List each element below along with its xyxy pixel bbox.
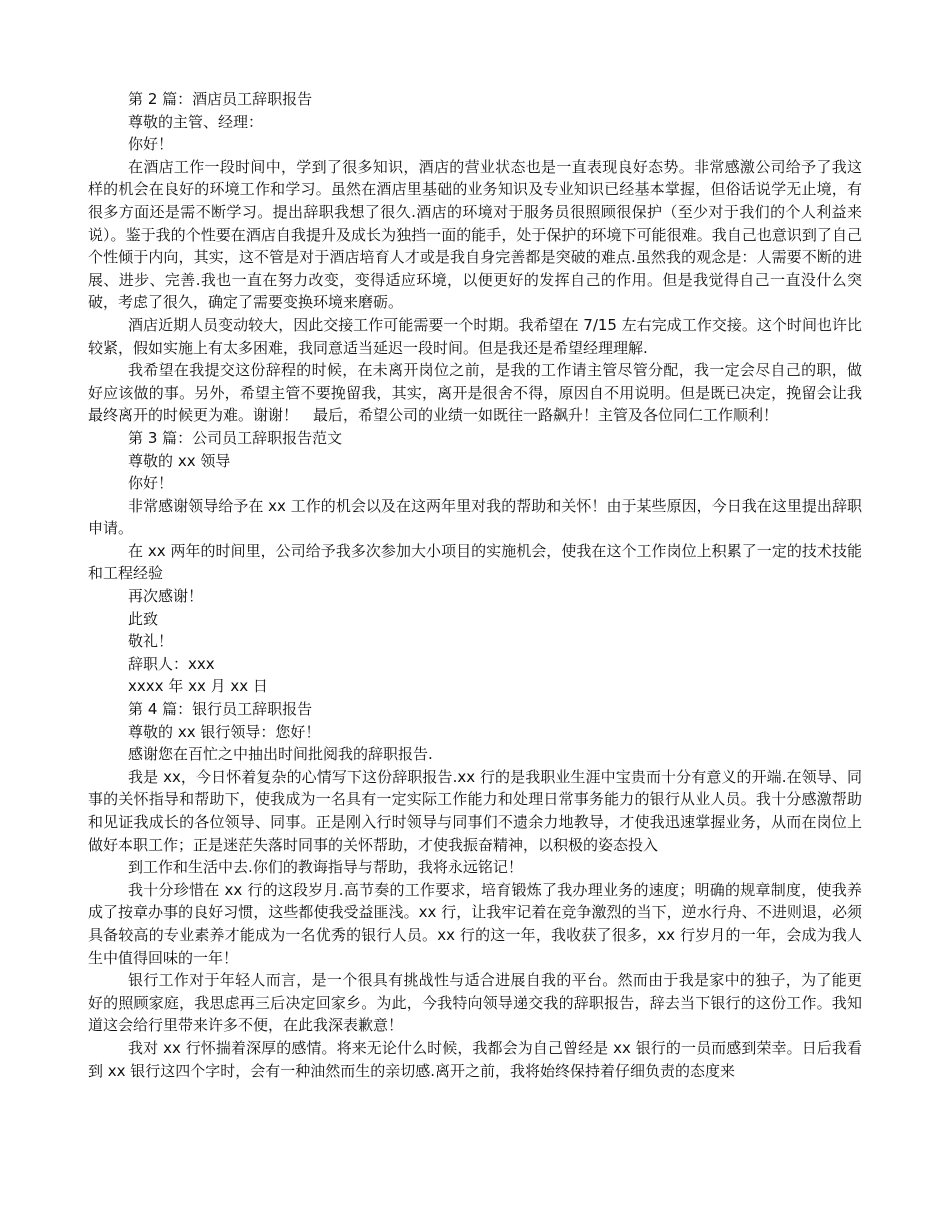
greeting: 你好！	[128, 474, 174, 493]
body-paragraph: 酒店近期人员变动较大，因此交接工作可能需要一个时期。我希望在 7/15 左右完成工作交接。这个时间也许比较紧，假如实施上有太多困难，我同意适当延迟一段时间。但是我还是希望经理理解.	[88, 315, 862, 357]
body-paragraph: 非常感谢领导给予在 xx 工作的机会以及在这两年里对我的帮助和关怀！由于某些原因，今日我在这里提出辞职申请。	[88, 496, 862, 538]
body-paragraph: 感谢您在百忙之中抽出时间批阅我的辞职报告.	[128, 745, 433, 764]
document-body	[88, 88, 862, 1082]
body-paragraph: 我对 xx 行怀揣着深厚的感情。将来无论什么时候，我都会为自己曾经是 xx 银行的一员而感到荣幸。日后我看到 xx 银行这四个字时，会有一种油然而生的亲切感.离开之前，我将始终保持着仔细负责的态度来	[88, 1038, 862, 1080]
salutation: 尊敬的 xx 银行领导：您好！	[128, 722, 321, 741]
date-line: xxxx 年 xx 月 xx 日	[128, 677, 268, 696]
body-paragraph: 银行工作对于年轻人而言，是一个很具有挑战性与适合进展自我的平台。然而由于我是家中的独子，为了能更好的照顾家庭，我思虑再三后决定回家乡。为此，今我特向领导递交我的辞职报告，辞去当下银行的这份工作。我知道这会给行里带来许多不便，在此我深表歉意！	[88, 971, 862, 1035]
body-paragraph: 我十分珍惜在 xx 行的这段岁月.高节奏的工作要求，培育锻炼了我办理业务的速度；明确的规章制度，使我养成了按章办事的良好习惯，这些都使我受益匪浅。xx 行，让我牢记着在竞争激烈的当下，逆水行舟、不进则退，必须具备较高的专业素养才能成为一名优秀的银行人员。xx 行的这一年，我收获了很多，xx 行岁月的一年，会成为我人生中值得回味的一年！	[88, 880, 862, 967]
salutation: 尊敬的 xx 领导	[128, 451, 231, 470]
section-heading: 第 2 篇：酒店员工辞职报告	[128, 90, 313, 108]
signature-line: 辞职人：xxx	[128, 654, 215, 673]
body-paragraph: 我是 xx，今日怀着复杂的心情写下这份辞职报告.xx 行的是我职业生涯中宝贵而十分有意义的开端.在领导、同事的关怀指导和帮助下，使我成为一名具有一定实际工作能力和处理日常事务能力的银行从业人员。我十分感激帮助和见证我成长的各位领导、同事。正是刚入行时领导与同事们不遗余力地教导，才使我迅速掌握业务，从而在岗位上做好本职工作；正是迷茫失落时同事的关怀帮助，才使我振奋精神，以积极的姿态投入	[88, 767, 862, 854]
body-paragraph: 在酒店工作一段时间中，学到了很多知识，酒店的营业状态也是一直表现良好态势。非常感激公司给予了我这样的机会在良好的环境工作和学习。虽然在酒店里基础的业务知识及专业知识已经基本掌握，但俗话说学无止境，有很多方面还是需不断学习。提出辞职我想了很久.酒店的环境对于服务员很照顾很保护（至少对于我们的个人利益来说）。鉴于我的个性要在酒店自我提升及成长为独挡一面的能手，处于保护的环境下可能很难。我自己也意识到了自己个性倾于内向，其实，这不管是对于酒店培育人才或是我自身完善都是突破的难点.虽然我的观念是：人需要不断的进展、进步、完善.我也一直在努力改变，变得适应环境，以便更好的发挥自己的作用。但是我觉得自己一直没什么突破，考虑了很久，确定了需要变换环境来磨砺。	[88, 157, 862, 312]
section-heading: 第 4 篇：银行员工辞职报告	[128, 700, 313, 719]
body-paragraph: 到工作和生活中去.你们的教诲指导与帮助，我将永远铭记！	[128, 858, 523, 877]
salutation: 尊敬的主管、经理：	[128, 112, 264, 131]
closing-line: 敬礼！	[128, 632, 174, 651]
body-paragraph: 我希望在我提交这份辞程的时候，在未离开岗位之前，是我的工作请主管尽管分配，我一定会尽自己的职，做好应该做的事。另外，希望主管不要挽留我，其实，离开是很舍不得，原因自不用说明。但是既已决定，挽留会让我最终离开的时候更为难。谢谢！ 最后，希望公司的业绩一如既往一路飙升！主管及各位同仁工作顺利！	[88, 361, 862, 425]
greeting: 你好！	[128, 135, 174, 154]
body-paragraph: 在 xx 两年的时间里，公司给予我多次参加大小项目的实施机会，使我在这个工作岗位上积累了一定的技术技能和工程经验	[88, 541, 862, 583]
closing-line: 此致	[128, 609, 159, 628]
closing-line: 再次感谢！	[128, 587, 204, 606]
section-heading: 第 3 篇：公司员工辞职报告范文	[128, 428, 343, 447]
